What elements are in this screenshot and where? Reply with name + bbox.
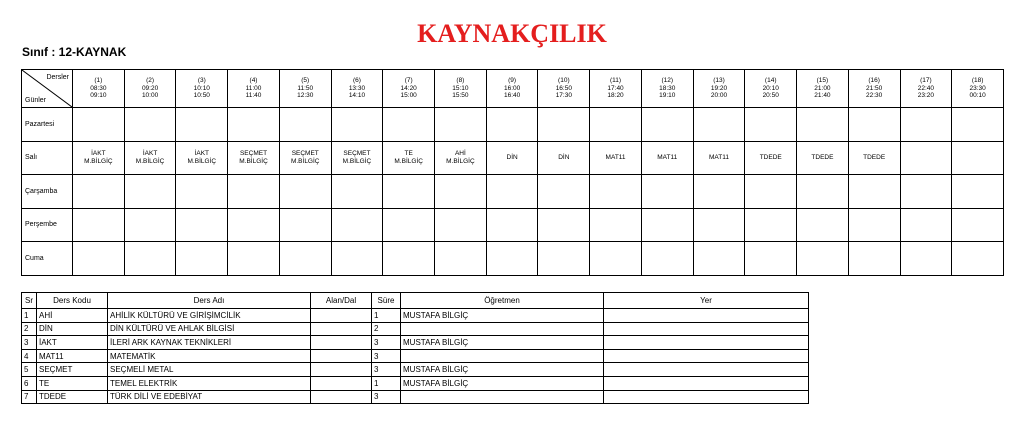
course-place <box>604 376 809 390</box>
schedule-cell <box>693 175 745 209</box>
cell-course: TDEDE <box>811 154 834 161</box>
period-end: 10:00 <box>141 92 159 100</box>
schedule-cell <box>641 242 693 276</box>
schedule-table <box>21 69 1004 276</box>
schedule-cell <box>383 175 435 209</box>
schedule-cell <box>538 175 590 209</box>
course-sr: 7 <box>22 390 37 404</box>
schedule-cell <box>486 108 538 142</box>
schedule-cell <box>331 208 383 242</box>
period-header <box>693 70 745 108</box>
cell-course: TDEDE <box>863 154 886 161</box>
schedule-cell <box>538 242 590 276</box>
schedule-cell <box>538 108 590 142</box>
day-row <box>22 175 1004 209</box>
course-duration: 3 <box>372 349 401 363</box>
schedule-cell <box>279 141 331 175</box>
period-start: 11:00 <box>245 84 262 92</box>
schedule-cell <box>848 108 900 142</box>
course-name: İLERİ ARK KAYNAK TEKNİKLERİ <box>108 336 311 350</box>
course-name: MATEMATİK <box>108 349 311 363</box>
cell-course: TE <box>404 150 413 158</box>
schedule-cell <box>383 141 435 175</box>
course-sr: 2 <box>22 322 37 336</box>
course-row <box>22 376 809 390</box>
period-number: (18) <box>971 77 984 85</box>
period-end: 17:30 <box>555 92 572 100</box>
course-row <box>22 322 809 336</box>
class-label: Sınıf : 12-KAYNAK <box>22 45 127 59</box>
period-number: (16) <box>868 77 880 85</box>
period-end: 15:00 <box>400 92 417 100</box>
period-header <box>952 70 1004 108</box>
period-number: (14) <box>764 77 777 85</box>
schedule-cell <box>486 141 538 175</box>
schedule-cell <box>279 242 331 276</box>
corner-ders-label: Dersler <box>46 74 69 81</box>
schedule-cell <box>797 242 849 276</box>
header-place: Yer <box>604 293 809 309</box>
period-header <box>383 70 435 108</box>
schedule-cell <box>745 141 797 175</box>
period-header <box>848 70 900 108</box>
course-teacher <box>401 349 604 363</box>
course-code: DİN <box>37 322 108 336</box>
course-teacher <box>401 322 604 336</box>
schedule-cell <box>228 141 280 175</box>
period-number: (4) <box>249 77 258 85</box>
cell-course: MAT11 <box>708 154 729 161</box>
course-place <box>604 363 809 377</box>
day-row <box>22 108 1004 142</box>
cell-course: MAT11 <box>605 154 626 161</box>
course-teacher: MUSTAFA BİLGİÇ <box>401 336 604 350</box>
header-branch: Alan/Dal <box>311 293 372 309</box>
schedule-cell <box>73 108 125 142</box>
schedule-cell <box>590 108 642 142</box>
course-place <box>604 390 809 404</box>
period-number: (3) <box>197 77 206 85</box>
schedule-cell <box>228 208 280 242</box>
cell-course: İAKT <box>194 150 210 158</box>
schedule-cell <box>797 208 849 242</box>
schedule-cell <box>486 175 538 209</box>
course-place <box>604 336 809 350</box>
period-start: 10:10 <box>193 84 210 92</box>
schedule-cell <box>279 208 331 242</box>
schedule-cell <box>435 108 487 142</box>
cell-course: DİN <box>558 154 570 161</box>
schedule-cell <box>383 108 435 142</box>
period-end: 20:00 <box>710 92 728 100</box>
page-title: KAYNAKÇILIK <box>417 19 607 48</box>
course-name: DİN KÜLTÜRÜ VE AHLAK BİLGİSİ <box>108 322 311 336</box>
period-start: 20:10 <box>762 84 779 92</box>
schedule-cell <box>693 242 745 276</box>
course-name: TEMEL ELEKTRİK <box>108 376 311 390</box>
period-number: (13) <box>713 77 725 85</box>
course-branch <box>311 336 372 350</box>
period-end: 21:40 <box>814 92 831 100</box>
schedule-cell <box>641 141 693 175</box>
period-number: (17) <box>920 77 932 85</box>
header-duration: Süre <box>372 293 401 309</box>
schedule-cell <box>641 108 693 142</box>
period-number: (10) <box>558 77 570 85</box>
schedule-cell <box>590 175 642 209</box>
schedule-cell <box>641 175 693 209</box>
course-row <box>22 349 809 363</box>
schedule-cell <box>900 141 952 175</box>
schedule-cell <box>693 108 745 142</box>
cell-teacher: M.BİLGİÇ <box>187 157 217 165</box>
course-duration: 1 <box>372 376 401 390</box>
period-header <box>435 70 487 108</box>
period-end: 12:30 <box>297 92 314 100</box>
schedule-cell <box>693 141 745 175</box>
period-end: 23:20 <box>917 92 934 100</box>
course-branch <box>311 363 372 377</box>
period-number: (15) <box>816 77 829 85</box>
period-header <box>900 70 952 108</box>
day-row <box>22 208 1004 242</box>
period-header <box>486 70 538 108</box>
course-teacher: MUSTAFA BİLGİÇ <box>401 309 604 323</box>
period-start: 14:20 <box>400 84 417 92</box>
header-teacher: Öğretmen <box>401 293 604 309</box>
schedule-cell <box>331 108 383 142</box>
schedule-cell <box>73 141 125 175</box>
period-number: (9) <box>508 77 517 85</box>
cell-teacher: M.BİLGİÇ <box>342 157 372 165</box>
period-end: 11:40 <box>245 92 262 100</box>
period-header <box>176 70 228 108</box>
course-code: MAT11 <box>37 349 108 363</box>
course-teacher: MUSTAFA BİLGİÇ <box>401 363 604 377</box>
day-row <box>22 242 1004 276</box>
period-header <box>641 70 693 108</box>
schedule-cell <box>590 208 642 242</box>
period-end: 18:20 <box>607 92 624 100</box>
schedule-cell <box>176 242 228 276</box>
course-sr: 5 <box>22 363 37 377</box>
schedule-cell <box>73 208 125 242</box>
course-place <box>604 349 809 363</box>
course-sr: 3 <box>22 336 37 350</box>
schedule-cell <box>279 175 331 209</box>
schedule-cell <box>435 141 487 175</box>
course-sr: 1 <box>22 309 37 323</box>
schedule-cell <box>952 208 1004 242</box>
cell-teacher: M.BİLGİÇ <box>446 157 475 165</box>
schedule-cell <box>73 242 125 276</box>
header-name: Ders Adı <box>108 293 311 309</box>
corner-gunler-label: Günler <box>25 96 47 104</box>
cell-teacher: M.BİLGİÇ <box>239 157 268 165</box>
period-header <box>590 70 642 108</box>
course-teacher: MUSTAFA BİLGİÇ <box>401 376 604 390</box>
schedule-cell <box>952 242 1004 276</box>
period-number: (12) <box>661 77 674 85</box>
period-number: (1) <box>94 77 103 85</box>
period-end: 20:50 <box>762 92 779 100</box>
schedule-cell <box>383 242 435 276</box>
cell-teacher: M.BİLGİÇ <box>290 157 320 165</box>
course-name: SEÇMELİ METAL <box>108 363 311 377</box>
cell-course: SEÇMET <box>239 150 268 158</box>
period-header <box>279 70 331 108</box>
period-start: 19:20 <box>710 84 728 92</box>
schedule-cell <box>797 141 849 175</box>
period-end: 00:10 <box>969 92 986 100</box>
period-start: 13:30 <box>348 84 366 92</box>
cell-course: SEÇMET <box>343 150 371 158</box>
period-end: 16:40 <box>503 92 521 100</box>
course-row <box>22 363 809 377</box>
period-start: 08:30 <box>90 84 107 92</box>
schedule-cell <box>331 141 383 175</box>
course-code: TE <box>37 376 108 390</box>
schedule-cell <box>900 175 952 209</box>
period-end: 19:10 <box>659 92 676 100</box>
cell-course: İAKT <box>142 150 158 158</box>
course-place <box>604 322 809 336</box>
course-teacher <box>401 390 604 404</box>
course-duration: 2 <box>372 322 401 336</box>
cell-teacher: M.BİLGİÇ <box>394 157 423 165</box>
course-code: SEÇMET <box>37 363 108 377</box>
period-start: 22:40 <box>917 84 934 92</box>
period-header <box>331 70 383 108</box>
day-name: Perşembe <box>22 208 73 242</box>
schedule-cell <box>745 208 797 242</box>
period-end: 22:30 <box>866 92 883 100</box>
schedule-cell <box>848 141 900 175</box>
period-end: 09:10 <box>90 92 107 100</box>
schedule-cell <box>745 108 797 142</box>
schedule-cell <box>176 175 228 209</box>
header-code: Ders Kodu <box>37 293 108 309</box>
schedule-cell <box>952 175 1004 209</box>
period-start: 09:20 <box>141 84 159 92</box>
schedule-cell <box>693 208 745 242</box>
course-code: AHİ <box>37 309 108 323</box>
schedule-cell <box>383 208 435 242</box>
day-row <box>22 141 1004 175</box>
course-branch <box>311 322 372 336</box>
schedule-cell <box>331 242 383 276</box>
schedule-cell <box>176 208 228 242</box>
schedule-cell <box>848 242 900 276</box>
schedule-cell <box>228 108 280 142</box>
schedule-cell <box>641 208 693 242</box>
schedule-cell <box>900 108 952 142</box>
period-number: (6) <box>352 77 361 85</box>
schedule-cell <box>228 175 280 209</box>
schedule-cell <box>848 208 900 242</box>
period-start: 23:30 <box>969 84 986 92</box>
schedule-cell <box>900 242 952 276</box>
cell-course: MAT11 <box>657 154 678 161</box>
course-row <box>22 336 809 350</box>
schedule-cell <box>176 141 228 175</box>
course-duration: 3 <box>372 336 401 350</box>
period-number: (11) <box>610 77 622 85</box>
course-code: TDEDE <box>37 390 108 404</box>
course-code: İAKT <box>37 336 108 350</box>
schedule-cell <box>124 108 176 142</box>
schedule-cell <box>538 141 590 175</box>
day-name: Cuma <box>22 242 73 276</box>
course-row <box>22 309 809 323</box>
course-branch <box>311 390 372 404</box>
course-branch <box>311 376 372 390</box>
schedule-cell <box>73 175 125 209</box>
period-number: (7) <box>404 77 413 85</box>
cell-course: DİN <box>506 154 518 161</box>
day-name: Çarşamba <box>22 175 73 209</box>
day-name: Salı <box>22 141 73 175</box>
schedule-cell <box>435 242 487 276</box>
period-header <box>124 70 176 108</box>
schedule-cell <box>124 208 176 242</box>
period-start: 11:50 <box>297 84 314 92</box>
schedule-cell <box>900 208 952 242</box>
period-start: 18:30 <box>659 84 676 92</box>
schedule-cell <box>124 175 176 209</box>
schedule-cell <box>952 108 1004 142</box>
schedule-cell <box>538 208 590 242</box>
schedule-cell <box>848 175 900 209</box>
header-sr: Sr <box>22 293 37 309</box>
period-start: 21:50 <box>866 84 883 92</box>
period-start: 21:00 <box>814 84 831 92</box>
schedule-cell <box>176 108 228 142</box>
period-header <box>73 70 125 108</box>
cell-course: İAKT <box>91 150 106 158</box>
schedule-cell <box>124 141 176 175</box>
period-number: (2) <box>146 77 155 85</box>
course-duration: 3 <box>372 363 401 377</box>
period-number: (5) <box>301 77 310 85</box>
period-header <box>538 70 590 108</box>
period-end: 14:10 <box>348 92 366 100</box>
schedule-cell <box>745 242 797 276</box>
period-header-row <box>22 70 1004 108</box>
schedule-cell <box>590 141 642 175</box>
course-branch <box>311 349 372 363</box>
course-table-header <box>22 293 809 309</box>
course-sr: 6 <box>22 376 37 390</box>
schedule-cell <box>228 242 280 276</box>
schedule-cell <box>435 175 487 209</box>
schedule-cell <box>486 242 538 276</box>
corner-cell <box>22 70 73 108</box>
schedule-cell <box>486 208 538 242</box>
cell-teacher: M.BİLGİÇ <box>135 157 165 165</box>
period-end: 15:50 <box>452 92 469 100</box>
schedule-cell <box>797 108 849 142</box>
period-header <box>228 70 280 108</box>
course-duration: 3 <box>372 390 401 404</box>
cell-teacher: M.BİLGİÇ <box>84 157 113 165</box>
course-table <box>21 292 809 404</box>
period-header <box>797 70 849 108</box>
course-branch <box>311 309 372 323</box>
period-start: 16:00 <box>503 84 521 92</box>
course-duration: 1 <box>372 309 401 323</box>
course-name: AHİLİK KÜLTÜRÜ VE GİRİŞİMCİLİK <box>108 309 311 323</box>
period-end: 10:50 <box>193 92 210 100</box>
day-name: Pazartesi <box>22 108 73 142</box>
period-start: 17:40 <box>607 84 624 92</box>
course-row <box>22 390 809 404</box>
schedule-cell <box>331 175 383 209</box>
period-start: 15:10 <box>452 84 469 92</box>
schedule-cell <box>124 242 176 276</box>
schedule-cell <box>435 208 487 242</box>
schedule-cell <box>279 108 331 142</box>
schedule-cell <box>590 242 642 276</box>
schedule-cell <box>952 141 1004 175</box>
cell-course: TDEDE <box>759 154 782 161</box>
course-place <box>604 309 809 323</box>
schedule-cell <box>745 175 797 209</box>
course-name: TÜRK DİLİ VE EDEBİYAT <box>108 390 311 404</box>
period-start: 16:50 <box>555 84 572 92</box>
period-header <box>745 70 797 108</box>
cell-course: AHİ <box>454 150 466 158</box>
period-number: (8) <box>456 77 465 85</box>
course-sr: 4 <box>22 349 37 363</box>
schedule-cell <box>797 175 849 209</box>
cell-course: SEÇMET <box>291 150 319 158</box>
